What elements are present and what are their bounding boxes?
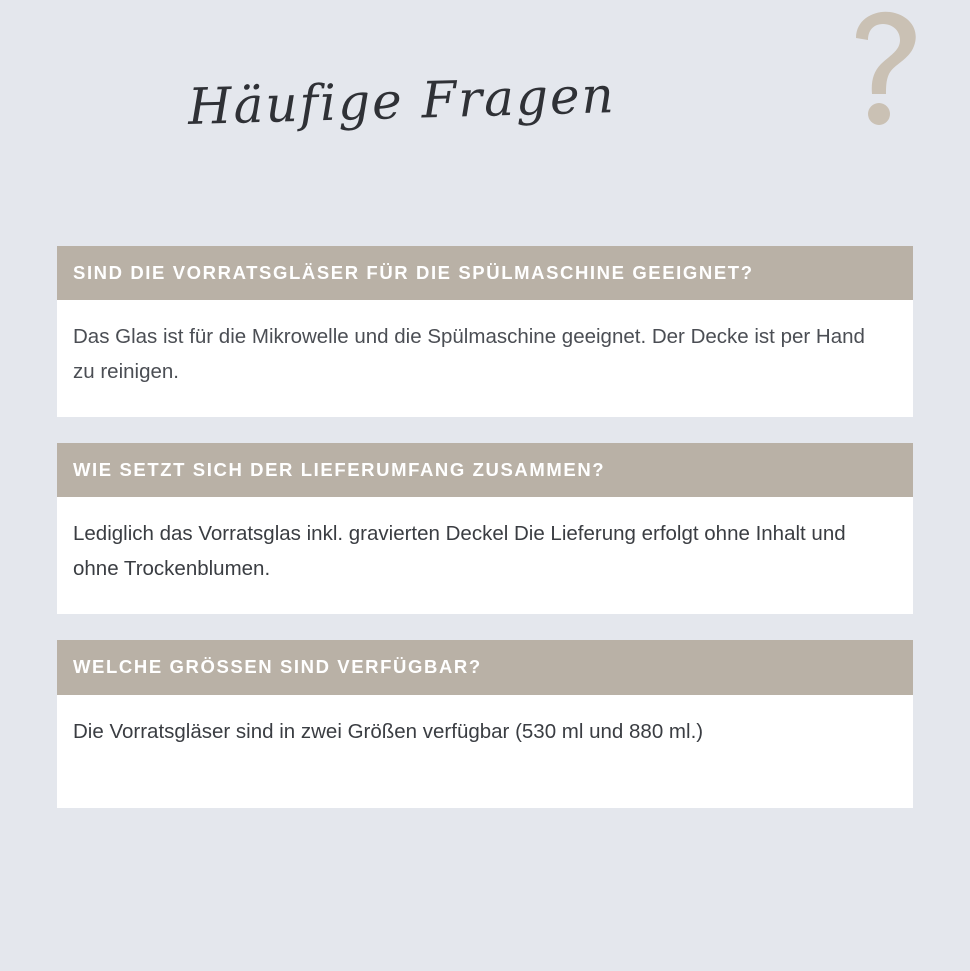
faq-item [57, 640, 913, 807]
faq-list [57, 246, 913, 834]
faq-question[interactable]: SIND DIE VORRATSGLÄSER FÜR DIE SPÜLMASCHINE GEEIGNET? [57, 246, 913, 300]
faq-item [57, 246, 913, 417]
faq-answer: Das Glas ist für die Mikrowelle und die Spülmaschine geeignet. Der Decke ist per Hand zu reinigen. [57, 300, 913, 417]
faq-answer: Die Vorratsgläser sind in zwei Größen verfügbar (530 ml und 880 ml.) [57, 695, 913, 808]
faq-question[interactable]: WIE SETZT SICH DER LIEFERUMFANG ZUSAMMEN? [57, 443, 913, 497]
question-mark-icon [838, 8, 928, 128]
page-title: Häufige Fragen [187, 66, 617, 136]
faq-answer: Lediglich das Vorratsglas inkl. gravierten Deckel Die Lieferung erfolgt ohne Inhalt und ohne Trockenblumen. [57, 497, 913, 614]
faq-item [57, 443, 913, 614]
faq-question[interactable]: WELCHE GRÖSSEN SIND VERFÜGBAR? [57, 640, 913, 694]
